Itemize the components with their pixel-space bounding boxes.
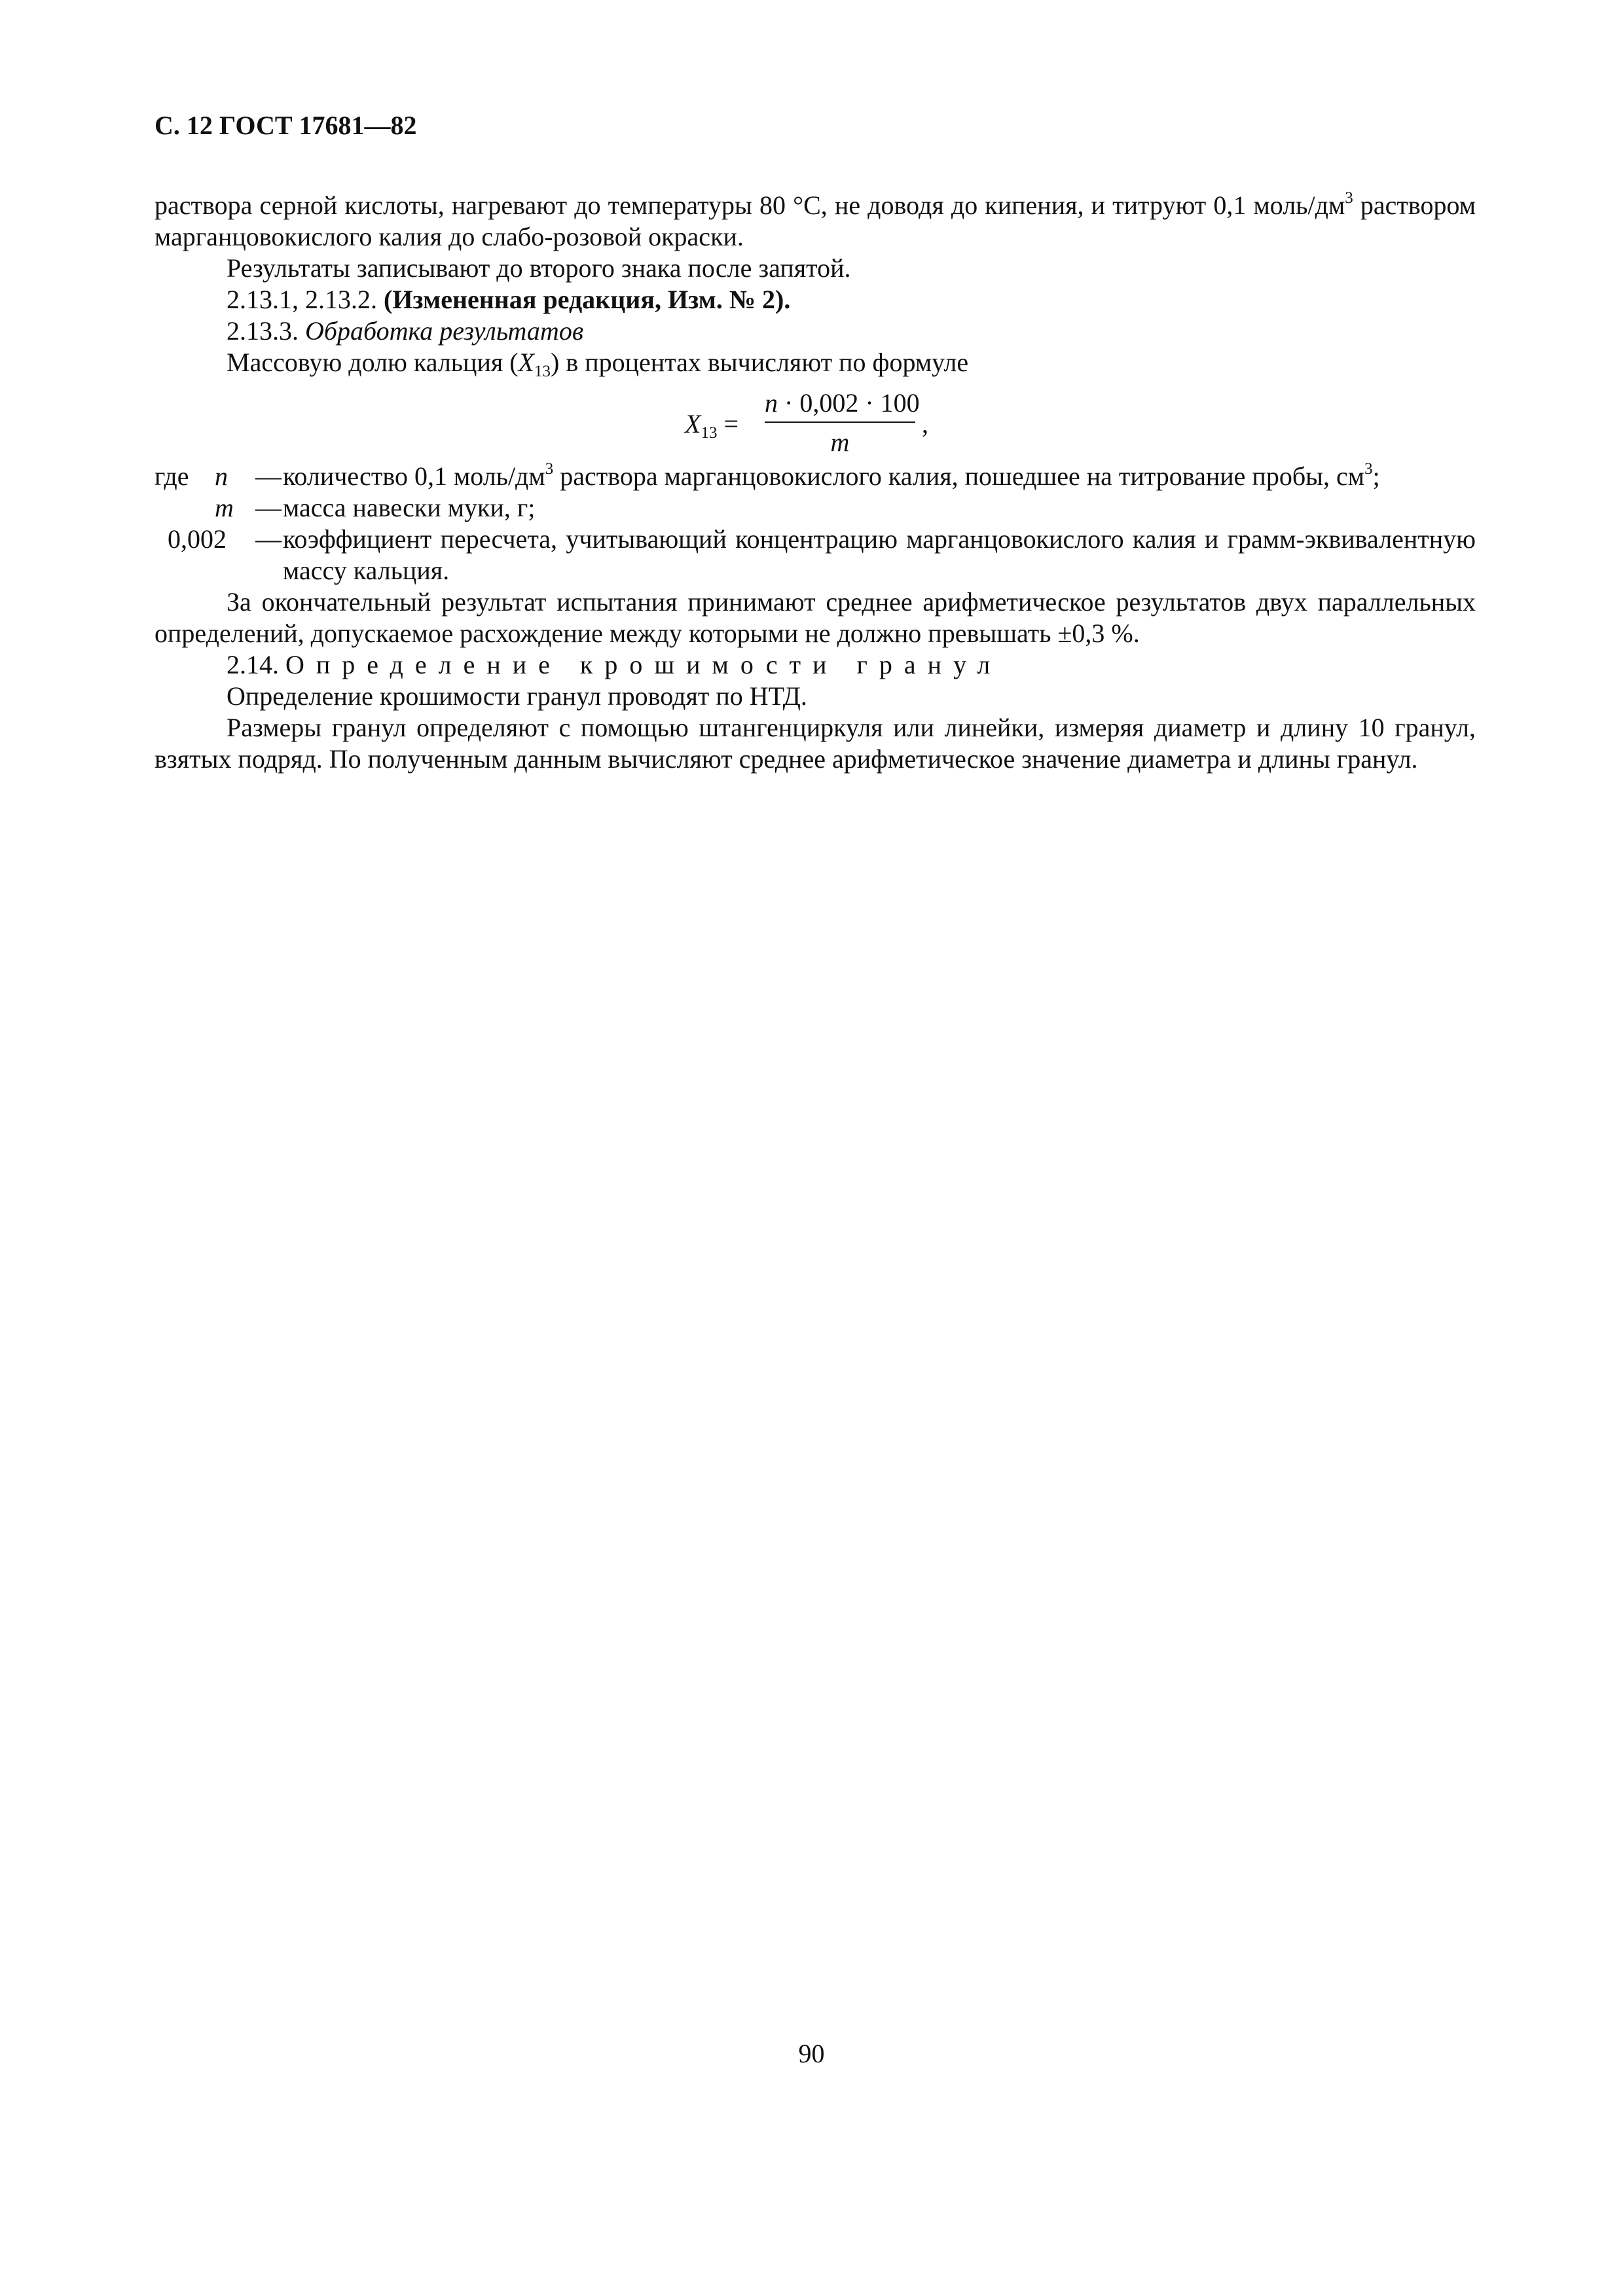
formula-intro-text-b: ) в процентах вычисляют по формуле xyxy=(551,348,969,377)
definition-dash: — xyxy=(255,493,282,522)
superscript-3: 3 xyxy=(545,460,554,478)
definition-dash: — xyxy=(255,461,282,491)
definitions-list xyxy=(155,461,1476,586)
paragraph-results-precision: Результаты записывают до второго знака после запятой. xyxy=(227,253,851,283)
subsection-heading xyxy=(155,315,1476,347)
subsection-title: Обработка результатов xyxy=(305,316,584,346)
definition-n-text-b: раствора марганцовокислого калия, пошедшее на титрование пробы, см xyxy=(553,461,1365,491)
superscript-3: 3 xyxy=(1364,460,1373,478)
page-number: 90 xyxy=(798,2039,825,2068)
definition-n xyxy=(155,461,1476,492)
paragraph-amendment-note xyxy=(155,284,1476,315)
paragraph-continuation-line2-b: раствором марганцовокислого калия до слабо-розовой окраски. xyxy=(155,190,1476,251)
definition-where: где xyxy=(155,461,189,491)
formula-equals: = xyxy=(717,409,739,439)
definition-coefficient-text: коэффициент пересчета, учитывающий концентрацию марганцовокислого калия и грамм-эквивалентную массу кальция. xyxy=(283,524,1476,585)
paragraph-formula-intro xyxy=(155,347,1476,378)
section-title: Определение крошимости гранул xyxy=(285,650,1002,679)
section-number: 2.14. xyxy=(227,650,285,679)
formula-block xyxy=(155,387,1476,456)
subsection-number: 2.13.3. xyxy=(227,316,305,346)
paragraph-final-result: За окончательный результат испытания принимают среднее арифметическое результатов двух параллельных определений, допускаемое расхождение между которыми не должно превышать ±0,3 %. xyxy=(155,587,1476,648)
formula-lhs-subscript: 13 xyxy=(701,424,718,442)
superscript-3: 3 xyxy=(1345,189,1353,207)
paragraph-continuation-line2-a: 0,1 моль/дм xyxy=(1213,190,1345,220)
variable-x: X xyxy=(518,348,535,377)
amendment-note: (Измененная редакция, Изм. № 2). xyxy=(384,285,791,314)
fraction-bar xyxy=(765,422,915,423)
definition-m-text: масса навески муки, г; xyxy=(283,493,536,522)
section-heading-2-14 xyxy=(155,649,1476,681)
paragraph-continuation-line1: раствора серной кислоты, нагревают до температуры 80 °С, не доводя до кипения, и титруют xyxy=(155,190,1207,220)
formula-numerator-rest: · 0,002 · 100 xyxy=(778,388,920,418)
paragraph-continuation xyxy=(155,190,1476,253)
definition-n-text-c: ; xyxy=(1372,461,1380,491)
paragraph-crumbliness-method: Определение крошимости гранул проводят по НТД. xyxy=(227,681,807,711)
subscript-13: 13 xyxy=(534,363,551,380)
definition-m xyxy=(155,492,1476,524)
formula-trailing-comma: , xyxy=(922,409,928,439)
formula-numerator xyxy=(765,387,920,419)
page-header: С. 12 ГОСТ 17681—82 xyxy=(155,111,417,140)
formula-denominator: m xyxy=(830,427,850,457)
definition-symbol-coefficient: 0,002 xyxy=(168,524,227,554)
formula-lhs xyxy=(685,408,739,440)
formula-fraction xyxy=(765,387,920,458)
paragraph-granule-size: Размеры гранул определяют с помощью штангенциркуля или линейки, измеряя диаметр и длину 10 гранул, взятых подряд. По полученным данным вычисляют среднее арифметическое значение диаметра и длины гранул. xyxy=(155,713,1476,774)
definition-dash: — xyxy=(255,524,282,554)
definition-coefficient xyxy=(155,524,1476,586)
definition-n-text-a: количество 0,1 моль/дм xyxy=(283,461,545,491)
definition-symbol-m: m xyxy=(215,493,234,522)
formula-numerator-variable: n xyxy=(765,388,778,418)
formula-intro-text-a: Массовую долю кальция ( xyxy=(227,348,519,377)
document-body xyxy=(155,190,1476,775)
formula-lhs-variable: X xyxy=(685,409,701,439)
clause-ref: 2.13.1, 2.13.2. xyxy=(227,285,384,314)
definition-symbol-n: n xyxy=(215,461,228,491)
